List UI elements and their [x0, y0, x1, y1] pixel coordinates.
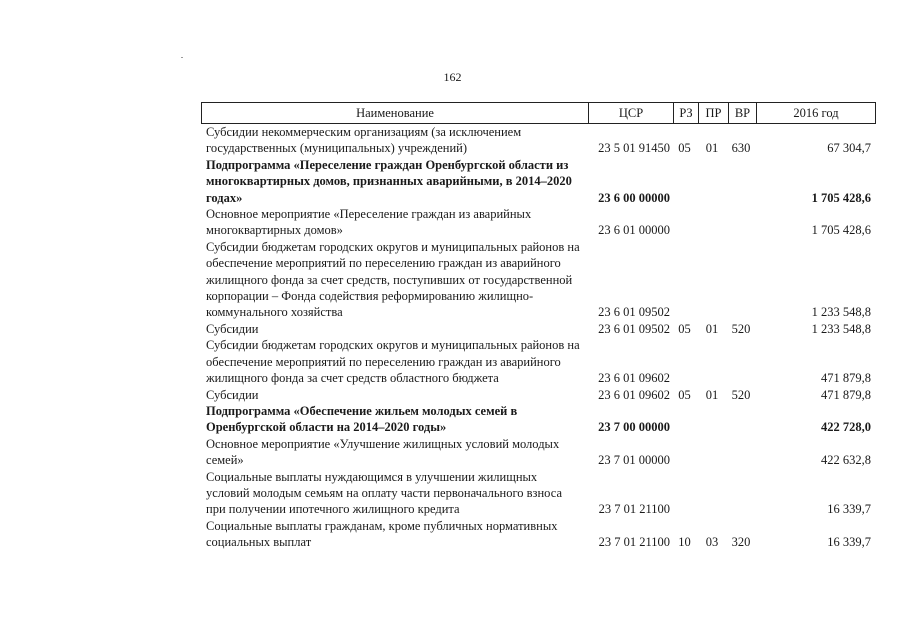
cell-rz: 10 — [678, 535, 691, 550]
header-vr: ВР — [728, 103, 756, 123]
cell-pr — [697, 337, 727, 386]
table-row — [201, 387, 876, 403]
cell-sum: 1 233 548,8 — [811, 305, 871, 320]
cell-csr: 23 6 01 09502 — [598, 321, 670, 336]
table-row — [201, 239, 876, 321]
cell-sum: 471 879,8 — [821, 387, 871, 402]
cell-sum: 422 728,0 — [821, 420, 871, 435]
cell-vr: 520 — [731, 387, 751, 402]
cell-pr — [697, 469, 727, 518]
header-rz: РЗ — [673, 103, 698, 123]
table-body — [201, 124, 876, 551]
cell-rz: 05 — [678, 321, 691, 336]
budget-table — [201, 102, 876, 551]
table-row — [201, 157, 876, 206]
table-row — [201, 469, 876, 518]
cell-sum: 422 632,8 — [821, 453, 871, 468]
cell-sum: 471 879,8 — [821, 371, 871, 386]
table-header — [201, 102, 876, 124]
table-row — [201, 403, 876, 436]
cell-vr: 520 — [731, 321, 751, 336]
header-csr: ЦСР — [588, 103, 673, 123]
cell-pr: 01 — [705, 387, 719, 402]
cell-vr — [727, 157, 755, 206]
table-row — [201, 436, 876, 469]
cell-rz — [672, 469, 697, 518]
cell-rz — [672, 337, 697, 386]
cell-pr — [697, 436, 727, 469]
cell-sum: 1 233 548,8 — [811, 321, 871, 336]
cell-name: Субсидии — [206, 321, 259, 336]
cell-vr — [727, 469, 755, 518]
cell-vr — [727, 403, 755, 436]
cell-name: Субсидии — [206, 387, 259, 402]
page-number: 162 — [443, 70, 462, 84]
cell-vr — [727, 337, 755, 386]
table-row — [201, 206, 876, 239]
cell-vr: 320 — [731, 535, 751, 550]
cell-csr: 23 7 01 00000 — [598, 453, 670, 468]
cell-sum: 1 705 428,6 — [811, 223, 871, 238]
cell-sum: 16 339,7 — [827, 535, 871, 550]
cell-name: Основное мероприятие «Переселение граждан из аварийных многоквартирных домов» — [206, 207, 532, 238]
cell-rz — [672, 436, 697, 469]
cell-name: Субсидии бюджетам городских округов и муниципальных районов на обеспечение мероприятий по переселению граждан из аварийного жилищного фонда за счет средств областного бюджета — [206, 338, 580, 386]
cell-pr: 01 — [705, 321, 719, 336]
cell-csr: 23 7 01 21100 — [598, 502, 670, 517]
cell-csr: 23 7 00 00000 — [598, 420, 670, 435]
cell-csr: 23 6 01 09602 — [598, 371, 670, 386]
cell-pr — [697, 239, 727, 321]
header-year: 2016 год — [756, 103, 875, 123]
cell-vr — [727, 436, 755, 469]
cell-csr: 23 6 00 00000 — [598, 190, 670, 205]
table-row — [201, 124, 876, 157]
cell-rz — [672, 157, 697, 206]
cell-rz: 05 — [678, 387, 691, 402]
cell-name: Социальные выплаты гражданам, кроме публичных нормативных социальных выплат — [206, 518, 558, 550]
cell-sum: 16 339,7 — [827, 502, 871, 517]
cell-csr: 23 5 01 91450 — [598, 141, 670, 156]
cell-name: Подпрограмма «Обеспечение жильем молодых семей в Оренбургской области на 2014–2020 годы» — [206, 403, 518, 435]
cell-csr: 23 6 01 09502 — [598, 305, 670, 320]
cell-name: Субсидии бюджетам городских округов и муниципальных районов на обеспечение мероприятий по переселению граждан из аварийного жилищного фонда за счет средств, поступивших от государственной корпорации – Фонда содействия реформированию жилищно-коммунального хозяйства — [206, 239, 580, 320]
cell-name: Подпрограмма «Переселение граждан Оренбургской области из многоквартирных домов, признанных аварийными, в 2014–2020 годах» — [206, 157, 572, 205]
cell-rz: 05 — [678, 141, 691, 156]
cell-pr: 03 — [705, 535, 719, 550]
cell-rz — [672, 206, 697, 239]
cell-vr — [727, 206, 755, 239]
cell-csr: 23 7 01 21100 — [598, 535, 670, 550]
cell-pr — [697, 403, 727, 436]
cell-csr: 23 6 01 00000 — [598, 223, 670, 238]
cell-rz — [672, 239, 697, 321]
cell-sum: 1 705 428,6 — [811, 190, 871, 205]
table-row — [201, 321, 876, 337]
scan-speck — [181, 57, 183, 58]
table-row — [201, 518, 876, 551]
cell-pr — [697, 206, 727, 239]
cell-name: Субсидии некоммерческим организациям (за исключением государственных (муниципальных) учреждений) — [206, 125, 522, 156]
header-pr: ПР — [698, 103, 728, 123]
cell-pr: 01 — [705, 141, 719, 156]
cell-vr: 630 — [731, 141, 751, 156]
cell-name: Социальные выплаты нуждающимся в улучшении жилищных условий молодым семьям на оплату части первоначального взноса при получении ипотечного жилищного кредита — [206, 469, 562, 517]
cell-rz — [672, 403, 697, 436]
cell-sum: 67 304,7 — [827, 141, 871, 156]
cell-pr — [697, 157, 727, 206]
cell-csr: 23 6 01 09602 — [598, 387, 670, 402]
cell-vr — [727, 239, 755, 321]
table-row — [201, 337, 876, 386]
header-name: Наименование — [356, 106, 434, 120]
cell-name: Основное мероприятие «Улучшение жилищных условий молодых семей» — [206, 436, 560, 468]
